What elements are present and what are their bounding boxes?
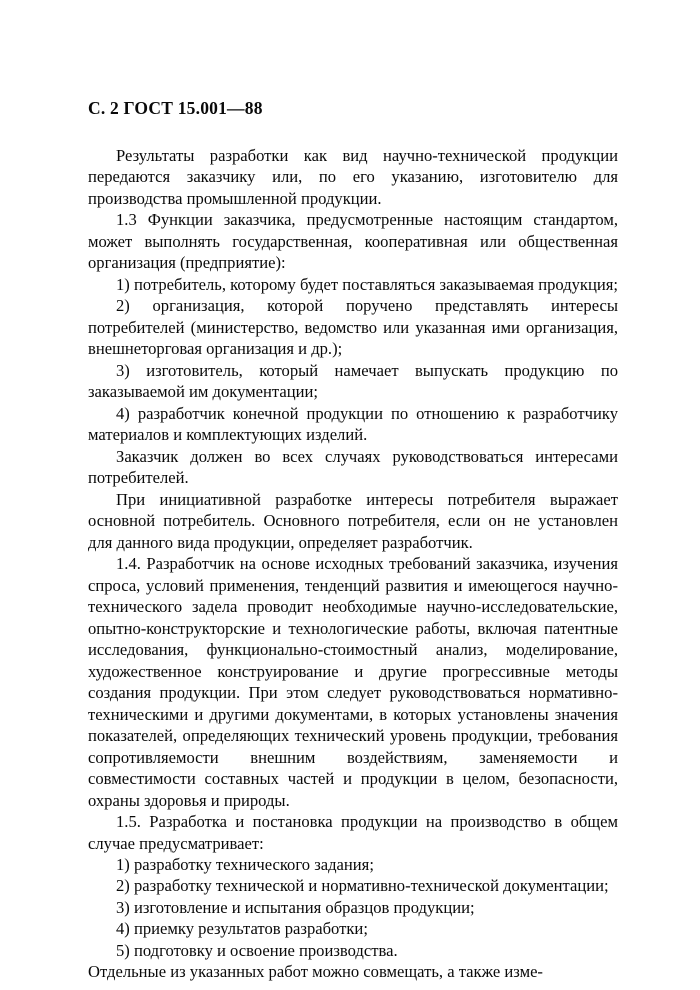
list-item-1-5-2: 2) разработку технической и нормативно-технической документации; — [116, 876, 609, 896]
paragraph-initiative-development: При инициативной разработке интересы потребителя выражает основной потребитель. Основного потребителя, если он не установлен для данного вида продукции, определяет разработчик. — [88, 489, 618, 552]
list-item-1-5-5: 5) подготовку и освоение производства. — [116, 940, 398, 960]
list-item-1-5-1: 1) разработку технического задания; — [116, 854, 374, 874]
list-item-1-3-4: 4) разработчик конечной продукции по отношению к разработчику материалов и комплектующих изделий. — [88, 403, 618, 445]
paragraph-continuation: Отдельные из указанных работ можно совмещать, а также изме- — [88, 962, 543, 982]
paragraph-results: Результаты разработки как вид научно-технической продукции передаются заказчику или, по его указанию, изготовителю для производства промышленной продукции. — [88, 146, 618, 208]
paragraph-clause-1-4: 1.4. Разработчик на основе исходных требований заказчика, изучения спроса, условий применения, тенденций развития и имеющегося научно-технического задела проводит необходимые научно-исследовательские, опытно-конструкторские и технологические работы, включая патентные исследования, функционально-стоимостный анализ, моделирование, художественное конструирование и другие прогрессивные методы создания продукции. При этом следует руководствоваться нормативно-техническими и другими документами, в которых установлены значения показателей, определяющих технический уровень продукции, требования сопротивляемости внешним воздействиям, заменяемости и совместимости составных частей и продукции в целом, безопасности, охраны здоровья и природы. — [88, 554, 618, 810]
paragraph-clause-1-5: 1.5. Разработка и постановка продукции на производство в общем случае предусматривает: — [88, 812, 618, 853]
running-head: С. 2 ГОСТ 15.001—88 — [88, 98, 263, 118]
list-item-1-3-2: 2) организация, которой поручено представлять интересы потребителей (министерство, ведомство или указанная ими организация, внешнеторговая организация и др.); — [88, 296, 618, 359]
list-item-1-5-4: 4) приемку результатов разработки; — [116, 919, 368, 939]
list-item-1-5-3: 3) изготовление и испытания образцов продукции; — [116, 897, 475, 917]
paragraph-clause-1-3: 1.3 Функции заказчика, предусмотренные настоящим стандартом, может выполнять государственная, кооперативная или общественная организация (предприятие): — [88, 210, 618, 273]
page-content — [88, 98, 618, 983]
paragraph-customer-interests: Заказчик должен во всех случаях руководствоваться интересами потребителей. — [88, 446, 618, 488]
list-item-1-3-1: 1) потребитель, которому будет поставляться заказываемая продукция; — [116, 274, 618, 294]
list-item-1-3-3: 3) изготовитель, который намечает выпускать продукцию по заказываемой им документации; — [88, 360, 618, 402]
